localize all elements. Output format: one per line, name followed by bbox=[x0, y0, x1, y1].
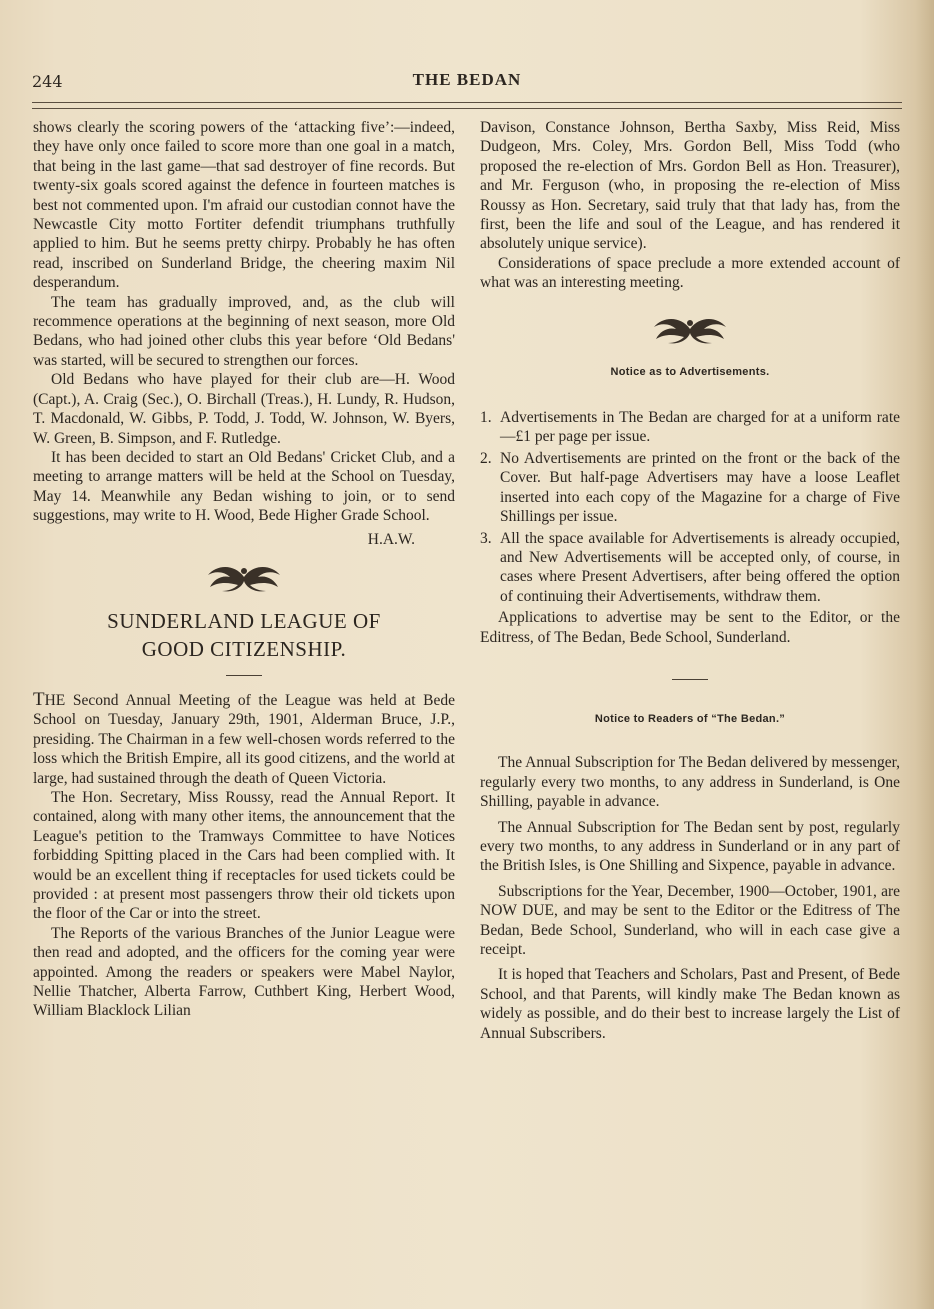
paragraph: Davison, Constance Johnson, Bertha Saxby, Miss Reid, Miss Dudgeon, Mrs. Coley, Mrs. Gordon Bell, Miss Todd (who proposed the re-election of Mrs. Gordon Bell as Hon. Treasurer), and Mr. Ferguson (who, in proposing the re-election of Miss Roussy as Hon. Secretary, said truly that that lady has, from the first, been the life and soul of the League, and has rendered it absolutely unique service). bbox=[480, 119, 900, 253]
paragraph-text: HE Second Annual Meeting of the League was held at Bede School on Tuesday, January 29th, 1901, Alderman Bruce, J.P., presiding. The Chairman in a few well-chosen words referred to the loss which the British Empire, all its good citizens, and the world at large, had sustained through the death of Queen Victoria. bbox=[33, 691, 455, 787]
item-text: Advertisements in The Bedan are charged for at a uniform rate—£1 per page per issue. bbox=[500, 409, 900, 446]
paragraph: Old Bedans who have played for their club are—H. Wood (Capt.), A. Craig (Sec.), O. Birchall (Treas.), H. Lundy, R. Hudson, T. Macdonald, W. Gibbs, P. Todd, J. Todd, W. Johnson, W. Byers, W. Green, B. Simpson, and F. Rutledge. bbox=[33, 371, 455, 447]
paragraph: It has been decided to start an Old Bedans' Cricket Club, and a meeting to arrange matters will be held at the School on Tuesday, May 14. Meanwhile any Bedan wishing to join, or to send suggestions, may write to H. Wood, Bede Higher Grade School. bbox=[33, 448, 455, 525]
right-column bbox=[480, 118, 900, 1043]
running-title: THE BEDAN bbox=[412, 70, 522, 89]
ornament-icon bbox=[194, 559, 294, 595]
divider bbox=[672, 679, 708, 680]
paragraph: The Annual Subscription for The Bedan delivered by messenger, regularly every two months, to any address in Sunderland, is One Shilling, payable in advance. bbox=[480, 754, 900, 811]
paragraph: It is hoped that Teachers and Scholars, Past and Present, of Bede School, and that Parents, will kindly make The Bedan known as widely as possible, and do their best to increase largely the List of Annual Subscribers. bbox=[480, 966, 900, 1042]
ornament-icon bbox=[640, 311, 740, 347]
drop-cap: T bbox=[33, 688, 45, 710]
paragraph: Considerations of space preclude a more extended account of what was an interesting meeting. bbox=[480, 254, 900, 292]
section-title-line: GOOD CITIZENSHIP. bbox=[141, 636, 347, 661]
paragraph: The team has gradually improved, and, as the club will recommence operations at the beginning of next season, more Old Bedans, who had joined other clubs this year before ‘Old Bedans' was started, will be secured to strengthen our forces. bbox=[33, 293, 455, 369]
section-title-line: SUNDERLAND LEAGUE OF bbox=[107, 608, 381, 633]
section-title bbox=[33, 607, 455, 663]
page-header bbox=[32, 70, 902, 94]
item-number: 1. bbox=[480, 409, 492, 427]
header-rule bbox=[32, 102, 902, 109]
item-text: All the space available for Advertisements is already occupied, and New Advertisements will be accepted only, of course, in cases where Present Advertisers, after being offered the option of continuing their Advertisements, withdraw them. bbox=[500, 529, 900, 605]
page-number: 244 bbox=[32, 72, 63, 91]
list-item bbox=[480, 408, 900, 447]
paragraph: The Annual Subscription for The Bedan sent by post, regularly every two months, to any address in Sunderland or in any part of the British Isles, is One Shilling and Sixpence, payable in advance. bbox=[480, 818, 900, 875]
paragraph: Applications to advertise may be sent to the Editor, or the Editress, of The Bedan, Bede School, Sunderland. bbox=[480, 609, 900, 646]
paragraph: The Reports of the various Branches of the Junior League were then read and adopted, and the officers for the coming year were appointed. Among the readers or speakers were Mabel Naylor, Nellie Thatcher, Alberta Farrow, Cuthbert King, Herbert Wood, William Blacklock Lilian bbox=[33, 924, 455, 1020]
ads-list bbox=[480, 408, 900, 606]
readers-heading: Notice to Readers of “The Bedan.” bbox=[594, 712, 786, 725]
item-number: 3. bbox=[480, 529, 492, 547]
item-text: No Advertisements are printed on the front or the back of the Cover. But half-page Advertisers may have a loose Leaflet inserted into each copy of the Magazine for a charge of Five Shillings per issue. bbox=[500, 449, 900, 526]
paragraph: Subscriptions for the Year, December, 1900—October, 1901, are NOW DUE, and may be sent to the Editor or the Editress of The Bedan, Bede School, Sunderland, who will in each case give a receipt. bbox=[480, 882, 900, 958]
item-number: 2. bbox=[480, 449, 492, 467]
paragraph: The Hon. Secretary, Miss Roussy, read the Annual Report. It contained, along with many other items, the announcement that the League's petition to the Tramways Committee to have Notices forbidding Spitting placed in the Cars had been complied with. It would be an excellent thing if receptacles for used tickets could be provided : at present most passengers throw their old tickets upon the floor of the Car or into the street. bbox=[33, 788, 455, 923]
left-column bbox=[33, 118, 455, 1021]
ads-heading: Notice as to Advertisements. bbox=[610, 365, 770, 378]
divider bbox=[226, 675, 262, 676]
list-item bbox=[480, 449, 900, 527]
paragraph: shows clearly the scoring powers of the ‘attacking five’:—indeed, they have only once failed to score more than one goal in a match, that being in the last game—that sad destroyer of fine records. But twenty-six goals scored against the defence in fourteen matches is best not commented upon. I'm afraid our custodian connot have the Newcastle City motto Fortiter defendit triumphans truthfully applied to him. But he seems pretty chirpy. Probably he has often read, inscribed on Sunderland Bridge, the cheering maxim Nil desperandum. bbox=[33, 119, 455, 292]
list-item bbox=[480, 529, 900, 607]
paragraph bbox=[33, 690, 455, 788]
signature: H.A.W. bbox=[367, 530, 415, 548]
